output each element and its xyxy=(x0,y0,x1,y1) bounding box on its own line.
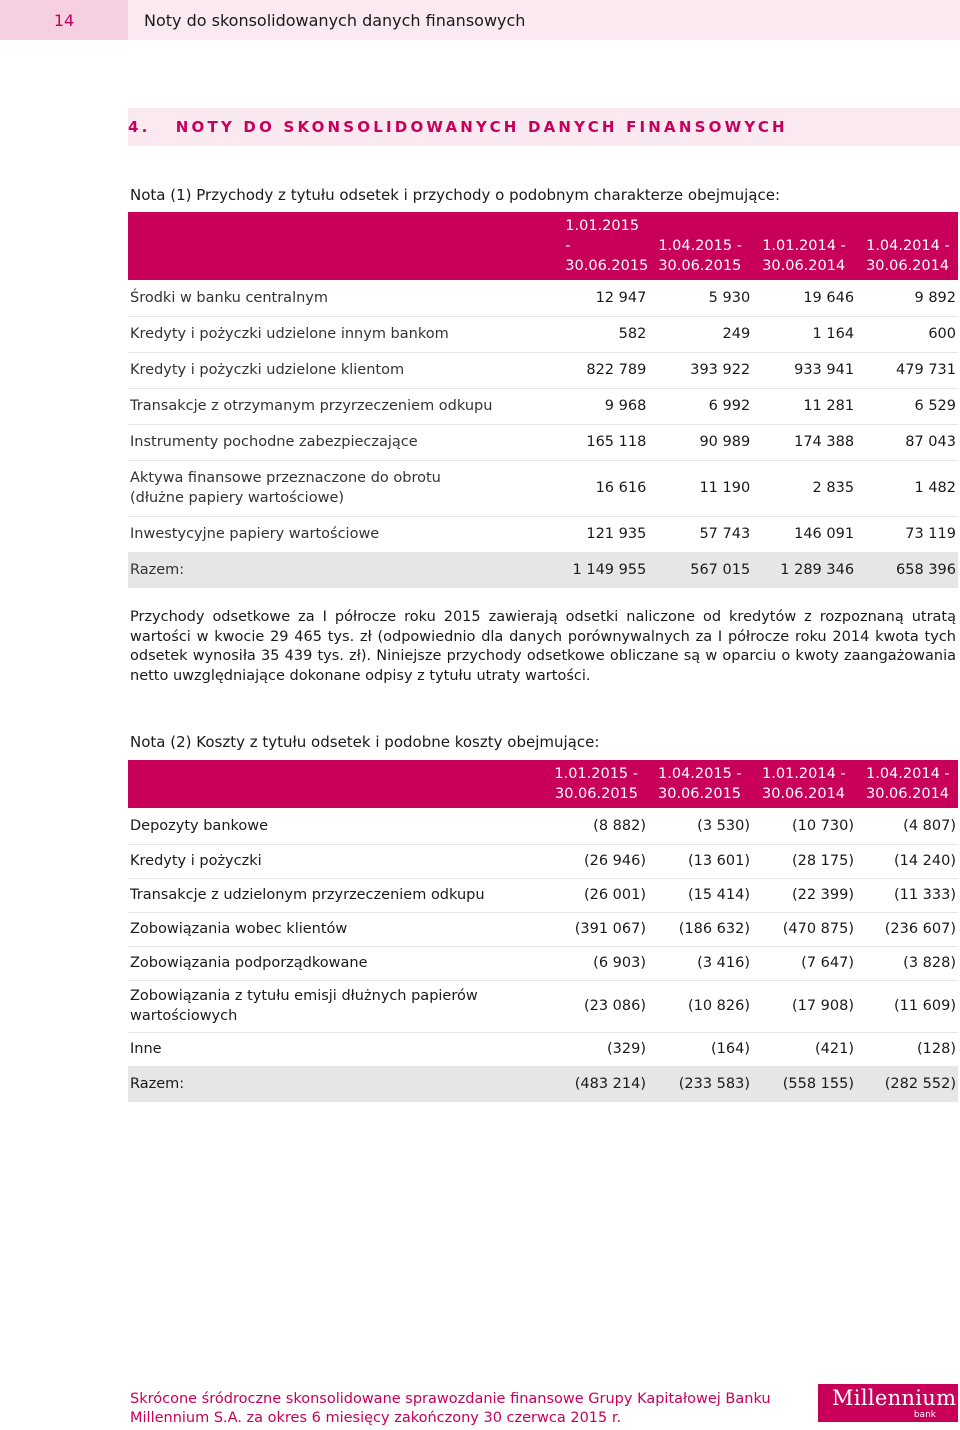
table-row xyxy=(128,912,958,946)
millennium-logo xyxy=(818,1384,958,1422)
cell-value: 1 482 xyxy=(856,460,958,516)
cell-value: (391 067) xyxy=(554,912,648,946)
cell-value: 933 941 xyxy=(752,352,856,388)
cell-value: 121 935 xyxy=(551,516,648,552)
cell-value: 479 731 xyxy=(856,352,958,388)
cell-value: (329) xyxy=(554,1032,648,1066)
cell-value: (23 086) xyxy=(554,980,648,1032)
total-value: (483 214) xyxy=(554,1066,648,1102)
cell-value: (8 882) xyxy=(554,808,648,844)
cell-value: 582 xyxy=(551,316,648,352)
total-row xyxy=(128,552,958,588)
row-label: Zobowiązania podporządkowane xyxy=(128,946,554,980)
cell-value: (14 240) xyxy=(856,844,958,878)
total-value: (233 583) xyxy=(648,1066,752,1102)
cell-value: (164) xyxy=(648,1032,752,1066)
table-row xyxy=(128,280,958,316)
footer-caption xyxy=(130,1390,810,1428)
row-label: Transakcje z otrzymanym przyrzeczeniem odkupu xyxy=(128,388,551,424)
running-title: Noty do skonsolidowanych danych finansowych xyxy=(128,0,960,40)
total-value: 1 149 955 xyxy=(551,552,648,588)
logo-subtext: bank xyxy=(913,1410,936,1420)
row-label: Kredyty i pożyczki udzielone innym bankom xyxy=(128,316,551,352)
note2-col-header: 1.04.2014 - 30.06.2014 xyxy=(866,766,950,802)
cell-value: 90 989 xyxy=(648,424,752,460)
note2-col-header: 1.04.2015 - 30.06.2015 xyxy=(658,766,742,802)
row-label: Zobowiązania z tytułu emisji dłużnych papierów wartościowych xyxy=(128,980,554,1032)
cell-value: 5 930 xyxy=(648,280,752,316)
total-label: Razem: xyxy=(128,1066,554,1102)
cell-value: 6 529 xyxy=(856,388,958,424)
cell-value: (26 946) xyxy=(554,844,648,878)
cell-value: (28 175) xyxy=(752,844,856,878)
total-row xyxy=(128,1066,958,1102)
cell-value: (6 903) xyxy=(554,946,648,980)
cell-value: (22 399) xyxy=(752,878,856,912)
row-label: Zobowiązania wobec klientów xyxy=(128,912,554,946)
cell-value: (26 001) xyxy=(554,878,648,912)
table-row xyxy=(128,352,958,388)
note1-title: Nota (1) Przychody z tytułu odsetek i przychody o podobnym charakterze obejmujące: xyxy=(130,186,781,204)
total-value: 658 396 xyxy=(856,552,958,588)
cell-value: 2 835 xyxy=(752,460,856,516)
cell-value: (470 875) xyxy=(752,912,856,946)
cell-value: (236 607) xyxy=(856,912,958,946)
total-label: Razem: xyxy=(128,552,551,588)
cell-value: 174 388 xyxy=(752,424,856,460)
note1-header-row xyxy=(128,212,958,280)
cell-value: (4 807) xyxy=(856,808,958,844)
cell-value: 11 190 xyxy=(648,460,752,516)
cell-value: 146 091 xyxy=(752,516,856,552)
page-number: 14 xyxy=(0,0,128,40)
cell-value: 249 xyxy=(648,316,752,352)
cell-value: 1 164 xyxy=(752,316,856,352)
table-row xyxy=(128,424,958,460)
row-label: Kredyty i pożyczki xyxy=(128,844,554,878)
note1-col-header: 1.01.2014 - 30.06.2014 xyxy=(762,238,846,274)
row-label: Depozyty bankowe xyxy=(128,808,554,844)
total-value: 1 289 346 xyxy=(752,552,856,588)
cell-value: 16 616 xyxy=(551,460,648,516)
cell-value: (17 908) xyxy=(752,980,856,1032)
cell-value: 822 789 xyxy=(551,352,648,388)
cell-value: (10 730) xyxy=(752,808,856,844)
total-value: 567 015 xyxy=(648,552,752,588)
total-value: (558 155) xyxy=(752,1066,856,1102)
note1-col-header: 1.01.2015 - 30.06.2015 xyxy=(565,218,649,274)
cell-value: 6 992 xyxy=(648,388,752,424)
row-label: Instrumenty pochodne zabezpieczające xyxy=(128,424,551,460)
cell-value: 73 119 xyxy=(856,516,958,552)
cell-value: 9 968 xyxy=(551,388,648,424)
cell-value: 87 043 xyxy=(856,424,958,460)
note1-col-header: 1.04.2014 - 30.06.2014 xyxy=(866,238,950,274)
cell-value: 11 281 xyxy=(752,388,856,424)
cell-value: (3 828) xyxy=(856,946,958,980)
cell-value: (3 416) xyxy=(648,946,752,980)
cell-value: (11 609) xyxy=(856,980,958,1032)
cell-value: (3 530) xyxy=(648,808,752,844)
cell-value: (128) xyxy=(856,1032,958,1066)
note2-col-header: 1.01.2015 - 30.06.2015 xyxy=(554,766,638,802)
row-label: Inwestycyjne papiery wartościowe xyxy=(128,516,551,552)
note1-table xyxy=(128,212,958,588)
footer-line: Millennium S.A. za okres 6 miesięcy zakończony 30 czerwca 2015 r. xyxy=(130,1410,622,1426)
cell-value: 600 xyxy=(856,316,958,352)
row-label: Inne xyxy=(128,1032,554,1066)
total-value: (282 552) xyxy=(856,1066,958,1102)
row-label: Aktywa finansowe przeznaczone do obrotu (dłużne papiery wartościowe) xyxy=(128,460,551,516)
row-label: Środki w banku centralnym xyxy=(128,280,551,316)
section-heading-bar xyxy=(128,108,960,146)
cell-value: (11 333) xyxy=(856,878,958,912)
note2-header-row xyxy=(128,760,958,808)
table-row xyxy=(128,388,958,424)
cell-value: 57 743 xyxy=(648,516,752,552)
section-title: 4. NOTY DO SKONSOLIDOWANYCH DANYCH FINANSOWYCH xyxy=(128,118,788,136)
note2-title: Nota (2) Koszty z tytułu odsetek i podobne koszty obejmujące: xyxy=(130,733,600,751)
row-label: Kredyty i pożyczki udzielone klientom xyxy=(128,352,551,388)
note2-table xyxy=(128,760,958,1102)
cell-value: 165 118 xyxy=(551,424,648,460)
cell-value: (13 601) xyxy=(648,844,752,878)
note1-commentary: Przychody odsetkowe za I półrocze roku 2015 zawierają odsetki naliczone od kredytów z rozpoznaną utratą wartości w kwocie 29 465 tys. zł (odpowiednio dla danych porównywalnych za I półrocze roku 2014 kwota tych odsetek wynosiła 35 439 tys. zł). Niniejsze przychody odsetkowe obliczane są w oparciu o kwoty zaangażowania netto uwzględniające dokonane odpisy z tytułu utraty wartości. xyxy=(130,609,956,684)
cell-value: 12 947 xyxy=(551,280,648,316)
note1-header-label xyxy=(128,212,551,280)
cell-value: 9 892 xyxy=(856,280,958,316)
row-label: Transakcje z udzielonym przyrzeczeniem odkupu xyxy=(128,878,554,912)
note2-header-label xyxy=(128,760,554,808)
note2-col-header: 1.01.2014 - 30.06.2014 xyxy=(762,766,846,802)
page-header xyxy=(0,0,960,48)
cell-value: 393 922 xyxy=(648,352,752,388)
cell-value: (10 826) xyxy=(648,980,752,1032)
cell-value: 19 646 xyxy=(752,280,856,316)
table-row xyxy=(128,1032,958,1066)
table-row xyxy=(128,878,958,912)
table-row xyxy=(128,844,958,878)
table-row xyxy=(128,946,958,980)
table-row xyxy=(128,808,958,844)
cell-value: (186 632) xyxy=(648,912,752,946)
table-row xyxy=(128,516,958,552)
cell-value: (15 414) xyxy=(648,878,752,912)
logo-wordmark: Millennium xyxy=(832,1386,957,1410)
table-row xyxy=(128,980,958,1032)
note1-col-header: 1.04.2015 - 30.06.2015 xyxy=(658,238,742,274)
table-row xyxy=(128,460,958,516)
table-row xyxy=(128,316,958,352)
cell-value: (7 647) xyxy=(752,946,856,980)
footer-line: Skrócone śródroczne skonsolidowane sprawozdanie finansowe Grupy Kapitałowej Banku xyxy=(130,1391,771,1407)
cell-value: (421) xyxy=(752,1032,856,1066)
